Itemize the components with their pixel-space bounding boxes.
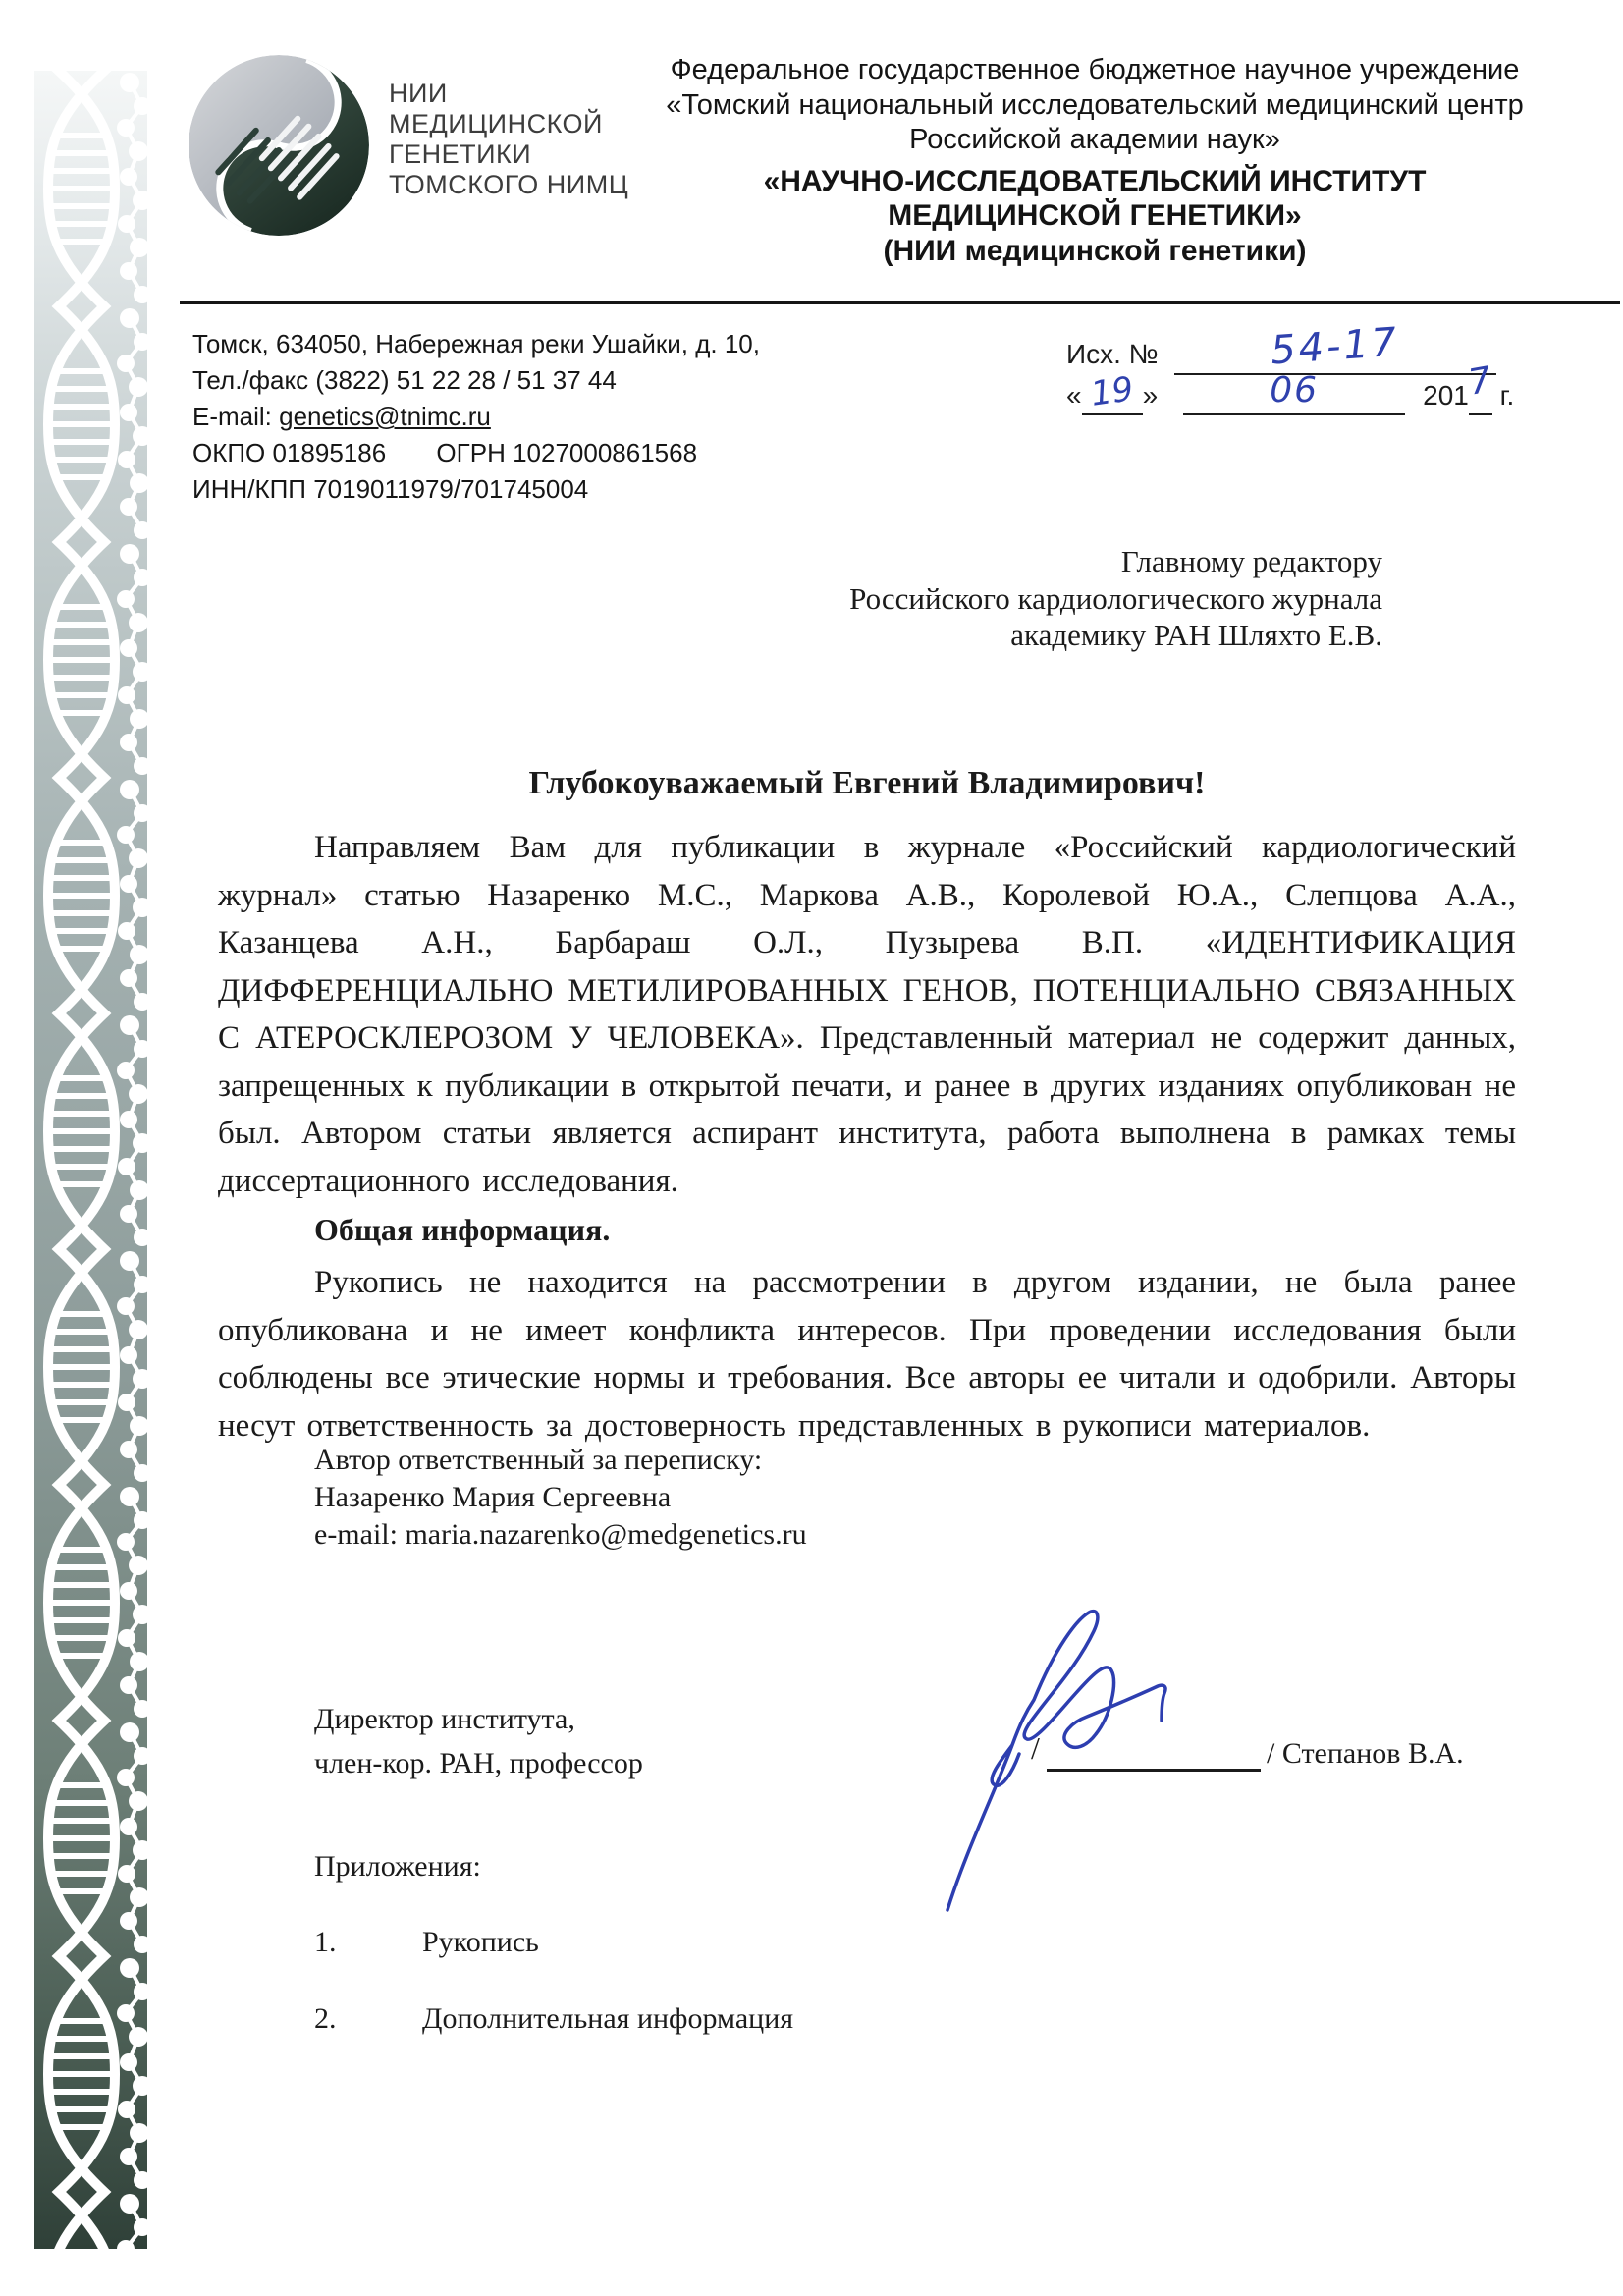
org-header bbox=[599, 53, 1591, 268]
email-link[interactable]: genetics@tnimc.ru bbox=[279, 402, 491, 431]
date-day-line bbox=[1082, 369, 1143, 415]
attachment-item bbox=[314, 2002, 793, 2036]
correspondence-email: e-mail: maria.nazarenko@medgenetics.ru bbox=[314, 1518, 807, 1551]
attachment-number: 1. bbox=[314, 1926, 337, 1958]
section-title: Общая информация. bbox=[314, 1212, 611, 1247]
org-name-line: «НАУЧНО-ИССЛЕДОВАТЕЛЬСКИЙ ИНСТИТУТ bbox=[763, 164, 1427, 197]
logo-text-line: ГЕНЕТИКИ bbox=[389, 139, 532, 169]
correspondence-author: Назаренко Мария Сергеевна bbox=[314, 1481, 672, 1513]
date-month-line bbox=[1183, 370, 1405, 415]
date-year-handwritten: 7 bbox=[1466, 359, 1495, 404]
outgoing-number-row bbox=[1066, 319, 1514, 374]
attachment-label: Рукопись bbox=[422, 1926, 539, 1958]
logo-text-line: НИИ bbox=[389, 79, 448, 108]
date-close-quote: » bbox=[1142, 380, 1159, 410]
signature-stroke bbox=[908, 1586, 1193, 1925]
outgoing-number-line bbox=[1174, 319, 1496, 375]
addressee-line: Российского кардиологического журнала bbox=[849, 580, 1382, 616]
date-day-handwritten: 19 bbox=[1088, 369, 1136, 414]
signer-position-line: Директор института, bbox=[314, 1703, 575, 1735]
attachments-title: Приложения: bbox=[314, 1850, 481, 1883]
header-divider bbox=[180, 301, 1620, 304]
phone-line: Тел./факс (3822) 51 22 28 / 51 37 44 bbox=[192, 365, 617, 395]
date-month-handwritten: 06 bbox=[1270, 370, 1320, 410]
signature-open-slash: / bbox=[1031, 1730, 1040, 1766]
org-name-line: (НИИ медицинской генетики) bbox=[883, 234, 1307, 267]
institute-logo bbox=[185, 51, 373, 240]
org-name-line: МЕДИЦИНСКОЙ ГЕНЕТИКИ» bbox=[888, 199, 1302, 232]
signer-position bbox=[314, 1697, 643, 1785]
outgoing-number-label: Исх. № bbox=[1066, 339, 1159, 369]
outgoing-number-handwritten: 54-17 bbox=[1269, 319, 1401, 374]
contact-block bbox=[192, 326, 760, 508]
ogrn-value: ОГРН 1027000861568 bbox=[436, 438, 698, 467]
dna-helix-graphic bbox=[34, 71, 147, 2249]
inn-kpp-line: ИНН/КПП 7019011979/701745004 bbox=[192, 474, 589, 504]
addressee-line: академику РАН Шляхто Е.В. bbox=[1010, 618, 1382, 652]
correspondence-title: Автор ответственный за переписку: bbox=[314, 1444, 763, 1476]
attachment-item bbox=[314, 1926, 539, 1959]
signature-line bbox=[1047, 1769, 1261, 1772]
dna-helix-border bbox=[34, 71, 147, 2249]
handwritten-signature bbox=[908, 1586, 1193, 1925]
logo-text-line: ТОМСКОГО НИМЦ bbox=[389, 170, 629, 199]
body-paragraph-2: Рукопись не находится на рассмотрении в другом издании, не была ранее опубликована и не имеет конфликта интересов. При проведении исследования были соблюдены все этические нормы и требования. Все авторы ее читали и одобрили. Авторы несут ответственность за достоверность представленных в рукописи материалов. bbox=[218, 1265, 1516, 1444]
outgoing-block bbox=[1066, 319, 1515, 418]
email-label: E-mail: bbox=[192, 402, 272, 431]
date-open-quote: « bbox=[1066, 380, 1082, 410]
date-year-printed: 201 bbox=[1423, 380, 1469, 410]
attachment-label: Дополнительная информация bbox=[422, 2002, 794, 2035]
date-year-suffix: г. bbox=[1499, 380, 1515, 410]
address-line: Томск, 634050, Набережная реки Ушайки, д. 10, bbox=[192, 329, 760, 358]
org-line: Российской академии наук» bbox=[909, 124, 1280, 155]
signer-position-line: член-кор. РАН, профессор bbox=[314, 1747, 643, 1779]
addressee-line: Главному редактору bbox=[1120, 544, 1382, 578]
correspondence-block bbox=[314, 1442, 807, 1554]
logo-text-line: МЕДИЦИНСКОЙ bbox=[389, 109, 603, 138]
org-line: Федеральное государственное бюджетное научное учреждение bbox=[670, 54, 1520, 85]
email-line bbox=[192, 399, 760, 435]
attachment-number: 2. bbox=[314, 2002, 337, 2035]
date-year-line bbox=[1466, 359, 1495, 415]
body-paragraph-1: Направляем Вам для публикации в журнале «Российский кардиологический журнал» статью Назаренко М.С., Маркова А.В., Королевой Ю.А., Слепцова А.А., Казанцева А.Н., Барбараш О.Л., Пузырева В.П. «ИДЕНТИФИКАЦИЯ ДИФФЕРЕНЦИАЛЬНО МЕТИЛИРОВАННЫХ ГЕНОВ, ПОТЕНЦИАЛЬНО СВЯЗАННЫХ С АТЕРОСКЛЕРОЗОМ У ЧЕЛОВЕКА». Представленный материал не содержит данных, запрещенных к публикации в открытой печати, и ранее в других изданиях опубликован не был. Автором статьи является аспирант института, работа выполнена в рамках темы диссертационного исследования. bbox=[218, 830, 1516, 1199]
institute-logo-text bbox=[389, 79, 628, 200]
okpo-value: ОКПО 01895186 bbox=[192, 438, 387, 467]
signer-name: / Степанов В.А. bbox=[1267, 1737, 1464, 1770]
org-line: «Томский национальный исследовательский медицинский центр bbox=[666, 88, 1524, 121]
addressee-block bbox=[849, 543, 1382, 654]
institute-logo-graphic bbox=[185, 51, 373, 240]
okpo-ogrn-line bbox=[192, 435, 760, 471]
salutation: Глубокоуважаемый Евгений Владимирович! bbox=[528, 765, 1206, 801]
outgoing-date-row bbox=[1066, 359, 1515, 418]
